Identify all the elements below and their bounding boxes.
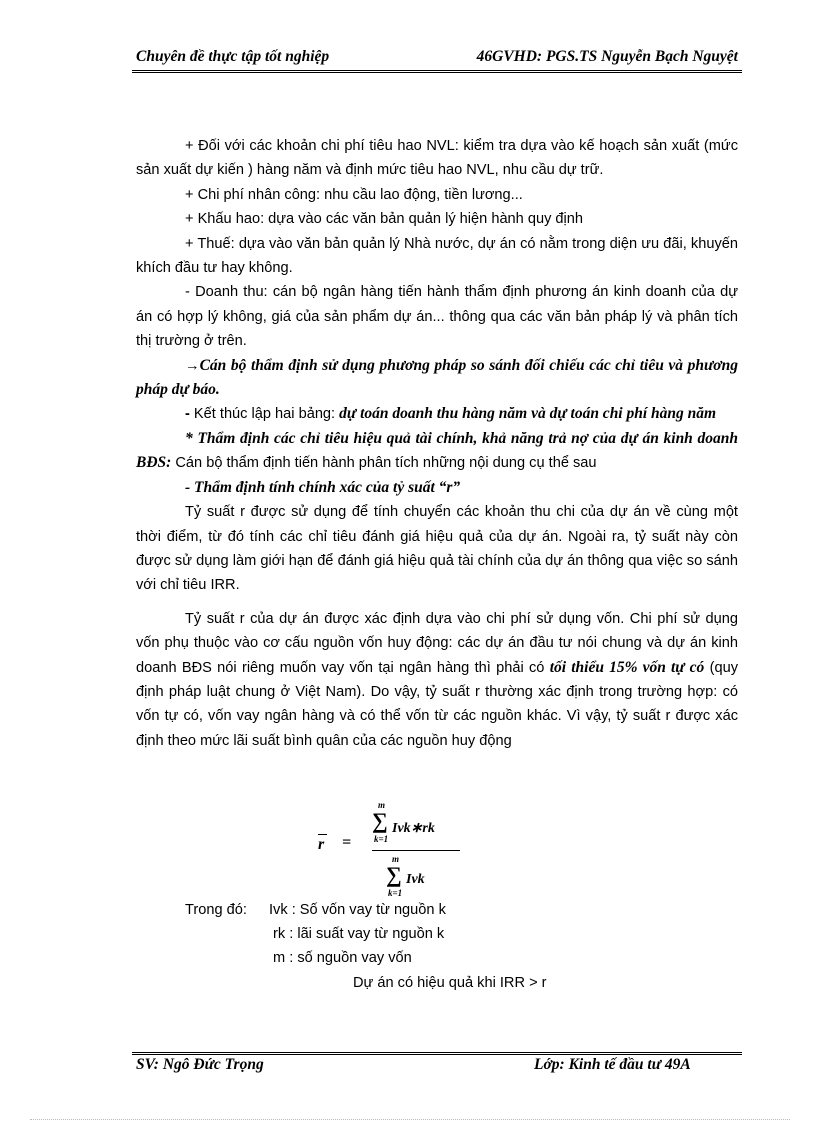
num-sigma-icon: ∑ xyxy=(372,808,388,833)
page-header xyxy=(136,46,742,70)
rate-det-bold: tối thiểu 15% vốn tự có xyxy=(549,658,705,676)
paragraph-nvl-costs: + Đối với các khoản chi phí tiêu hao NVL: kiểm tra dựa vào kế hoạch sản xuất (mức sản xuất dự kiến ) hàng năm và định mức tiêu hao NVL, nhu cầu dự trữ. xyxy=(136,138,738,179)
tables-bold: dự toán doanh thu hàng năm và dự toán chi phí hàng năm xyxy=(339,405,717,423)
dash-marker: - xyxy=(185,406,190,423)
rate-det-a: Tỷ suất r của dự án được xác định dựa vào chi phí sử dụng vốn. Chi phí sử dụng vốn phụ thuộc vào cơ cấu nguồn vốn huy động: các dự án đầu tư nói chung và dự án kinh doanh BĐS nói riêng muốn vay vốn tại ngân hàng thì phải có xyxy=(136,610,738,676)
paragraph-rate-heading: - Thẩm định tính chính xác của tỷ suất “r” xyxy=(185,478,461,496)
formula-equals: = xyxy=(342,834,352,851)
paragraph-tables xyxy=(136,402,738,426)
footer-student: SV: Ngô Đức Trọng xyxy=(136,1056,264,1073)
page-bottom-edge xyxy=(30,1119,790,1120)
financial-bold: * Thẩm định các chỉ tiêu hiệu quả tài chính, khả năng trả nợ của dự án kinh doanh BĐS: xyxy=(136,429,738,472)
footer-rule xyxy=(132,1052,742,1055)
num-lower-limit: k=1 xyxy=(374,834,389,844)
legend-conclusion: Dự án có hiệu quả khi IRR > r xyxy=(353,975,547,991)
formula-lhs: r xyxy=(318,836,324,854)
legend-ivk: Ivk : Số vốn vay từ nguồn k xyxy=(269,902,446,918)
footer-class: Lớp: Kinh tế đầu tư 49A xyxy=(534,1056,691,1073)
paragraph-revenue: - Doanh thu: cán bộ ngân hàng tiến hành thẩm định phương án kinh doanh của dự án có hợp lý không, giá của sản phẩm dự án... thông qua các văn bản pháp lý và phân tích thị trường ở trên. xyxy=(136,284,738,350)
arrow-icon: → xyxy=(185,357,200,374)
paragraph-labor-costs: + Chi phí nhân công: nhu cầu lao động, tiền lương... xyxy=(185,186,523,203)
num-upper-limit: m xyxy=(378,800,386,810)
financial-text: Cán bộ thẩm định tiến hành phân tích những nội dung cụ thể sau xyxy=(171,455,597,472)
rate-det-c: (quy định pháp luật chung ở Việt Nam). Do vậy, tỷ suất r thường xác định trong trường hợp: có vốn tự có, vốn vay ngân hàng và có thể vốn từ các nguồn khác. Vì vậy, tỷ suất r được xác định theo mức lãi suất bình quân của các nguồn huy động xyxy=(136,659,739,749)
paragraph-tax: + Thuế: dựa vào văn bản quản lý Nhà nước, dự án có nằm trong diện ưu đãi, khuyến khích đầu tư hay không. xyxy=(136,235,738,277)
paragraph-rate-usage: Tỷ suất r được sử dụng để tính chuyển các khoản thu chi của dự án về cùng một thời điểm, từ đó tính các chỉ tiêu đánh giá hiệu quả của dự án. Ngoài ra, tỷ suất này còn được sử dụng làm giới hạn để đánh giá hiệu quả tài chính của dự án thông qua việc so sánh với chỉ tiêu IRR. xyxy=(136,504,738,594)
den-term: Ivk xyxy=(406,872,425,887)
fraction-bar xyxy=(372,850,460,851)
tables-intro: Kết thúc lập hai bảng: xyxy=(189,406,340,423)
paragraph-method xyxy=(136,354,738,403)
den-upper-limit: m xyxy=(392,854,400,864)
paragraph-rate-determination xyxy=(136,607,738,753)
num-term: Ivk∗rk xyxy=(392,821,435,836)
legend-intro: Trong đó: xyxy=(185,902,247,918)
header-right: 46GVHD: PGS.TS Nguyễn Bạch Nguyệt xyxy=(476,48,738,65)
den-sigma-icon: ∑ xyxy=(386,862,402,887)
paragraph-depreciation: + Khấu hao: dựa vào các văn bản quản lý hiện hành quy định xyxy=(185,211,584,228)
legend-m: m : số nguồn vay vốn xyxy=(273,950,412,966)
paragraph-financial-indicators xyxy=(136,427,738,476)
method-text: Cán bộ thẩm định sử dụng phương pháp so sánh đối chiếu các chỉ tiêu và phương pháp dự báo. xyxy=(136,356,738,399)
weighted-rate-formula xyxy=(318,800,458,898)
header-rule xyxy=(132,70,742,73)
header-left: Chuyên đề thực tập tốt nghiệp xyxy=(136,48,330,65)
legend-rk: rk : lãi suất vay từ nguồn k xyxy=(273,926,445,942)
den-lower-limit: k=1 xyxy=(388,888,403,898)
document-body xyxy=(136,134,738,753)
